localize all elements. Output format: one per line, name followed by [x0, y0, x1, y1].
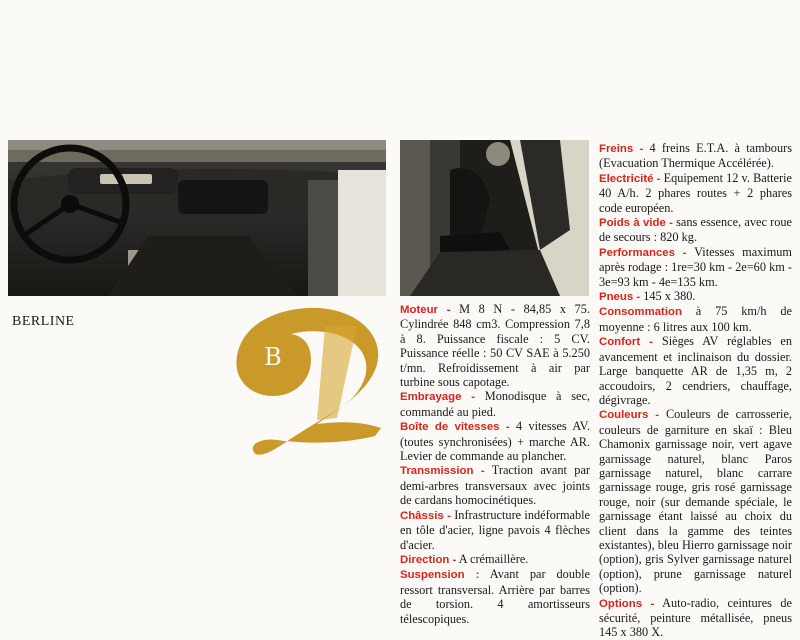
- spec-entry: [400, 552, 590, 567]
- spec-key: Consommation: [599, 306, 682, 319]
- spec-entry: [599, 407, 792, 595]
- spec-text: à 75 km/h de moyenne : 6 litres aux 100 km.: [599, 304, 792, 334]
- spec-entry: [599, 141, 792, 171]
- spec-key: Poids à vide -: [599, 217, 673, 230]
- spec-text: M 8 N - 84,85 x 75. Cylindrée 848 cm3. Compression 7,8 à 8. Puissance fiscale : 5 CV. Puissance réelle : 50 CV SAE à 5.250 t/mn. Refroidissement à air par turbine sous capotage.: [400, 302, 590, 390]
- spec-text: Sièges AV réglables en avancement et inclinaison du dossier. Large banquette AR de 1,35 m, 2 accoudoirs, 2 cendriers, chauffage, dégivrage.: [599, 334, 793, 407]
- dashboard-photo: [8, 140, 386, 296]
- spec-entry: [599, 245, 792, 289]
- model-label: BERLINE: [12, 314, 75, 329]
- spec-entry: [400, 389, 590, 419]
- spec-text: 4 freins E.T.A. à tambours (Evacuation Thermique Accélérée).: [599, 141, 792, 171]
- interior-illustration: [400, 140, 589, 296]
- spec-entry: [599, 304, 792, 334]
- spec-entry: [599, 215, 792, 245]
- spec-text: Infrastructure indéformable en tôle d'acier, ligne pavois 4 flèches d'acier.: [400, 507, 590, 552]
- spec-text: Vitesses maximum après rodage : 1re=30 km - 2e=60 km - 3e=93 km - 4e=135 km.: [599, 244, 792, 289]
- spec-entry: [400, 302, 590, 389]
- spec-key: Embrayage -: [400, 391, 476, 404]
- spec-key: Direction -: [400, 553, 457, 566]
- spec-text: Couleurs de carrosserie, couleurs de garniture en skaï : Bleu Chamonix garnissage noir, vert agave garnissage naturel, blanc Paros garnissage naturel, blanc carrare garnissage rouge, gris rosé garnissage rouge, noir (sur demande spéciale, le garnissage étant laissé au choix du client dans la gamme des teintes existantes), bleu Hierro garnissage noir (option), gris Sylver garnissage naturel (option), prune garnissage naturel (option).: [599, 407, 792, 596]
- spec-text: Avant par double ressort transversal. Arrière par barres de torsion. 4 amortisseurs télescopiques.: [400, 567, 590, 626]
- spec-text: sans essence, avec roue de secours : 820 kg.: [599, 215, 792, 245]
- logo-letter: B: [264, 343, 282, 371]
- specs-left-column: [400, 302, 590, 626]
- spec-text: Monodisque à sec, commandé au pied.: [400, 389, 590, 419]
- spec-key: Couleurs -: [599, 409, 660, 422]
- spec-key: Performances -: [599, 246, 687, 259]
- spec-text: A crémaillère.: [456, 551, 529, 566]
- logo-swirl: [236, 308, 381, 455]
- spec-entry: [400, 463, 590, 507]
- spec-text: 4 vitesses AV. (toutes synchronisées) + marche AR. Levier de commande au plancher.: [400, 419, 590, 464]
- spec-entry: [599, 289, 792, 304]
- spec-key: Boîte de vitesses -: [400, 421, 510, 434]
- spec-entry: [599, 596, 792, 640]
- spec-entry: [599, 334, 792, 407]
- specs-right-column: [599, 141, 792, 640]
- spec-text: Traction avant par demi-arbres transversaux avec joints de cardans homocinétiques.: [400, 463, 590, 508]
- spec-key: Transmission -: [400, 465, 485, 478]
- interior-photo: [400, 140, 589, 296]
- spec-key: Options -: [599, 597, 655, 610]
- spec-key: Confort -: [599, 336, 653, 349]
- emblem-logo: [225, 298, 395, 468]
- spec-text: 145 x 380.: [640, 289, 696, 304]
- spec-entry: [400, 508, 590, 552]
- spec-text: Equipement 12 v. Batterie 40 A/h. 2 phares routes + 2 phares code européen.: [599, 170, 792, 215]
- dashboard-illustration: [8, 140, 386, 296]
- spec-key: Electricité -: [599, 172, 661, 185]
- spec-entry: [400, 419, 590, 463]
- spec-key: Châssis -: [400, 509, 451, 522]
- spec-key: Pneus -: [599, 291, 641, 304]
- spec-key: Moteur -: [400, 304, 451, 316]
- spec-text: Auto-radio, ceintures de sécurité, peinture métallisée, pneus 145 x 380 X.: [599, 595, 792, 640]
- spec-key: Freins -: [599, 143, 644, 155]
- spec-key: Suspension :: [400, 569, 480, 582]
- spec-entry: [599, 171, 792, 215]
- spec-entry: [400, 567, 590, 626]
